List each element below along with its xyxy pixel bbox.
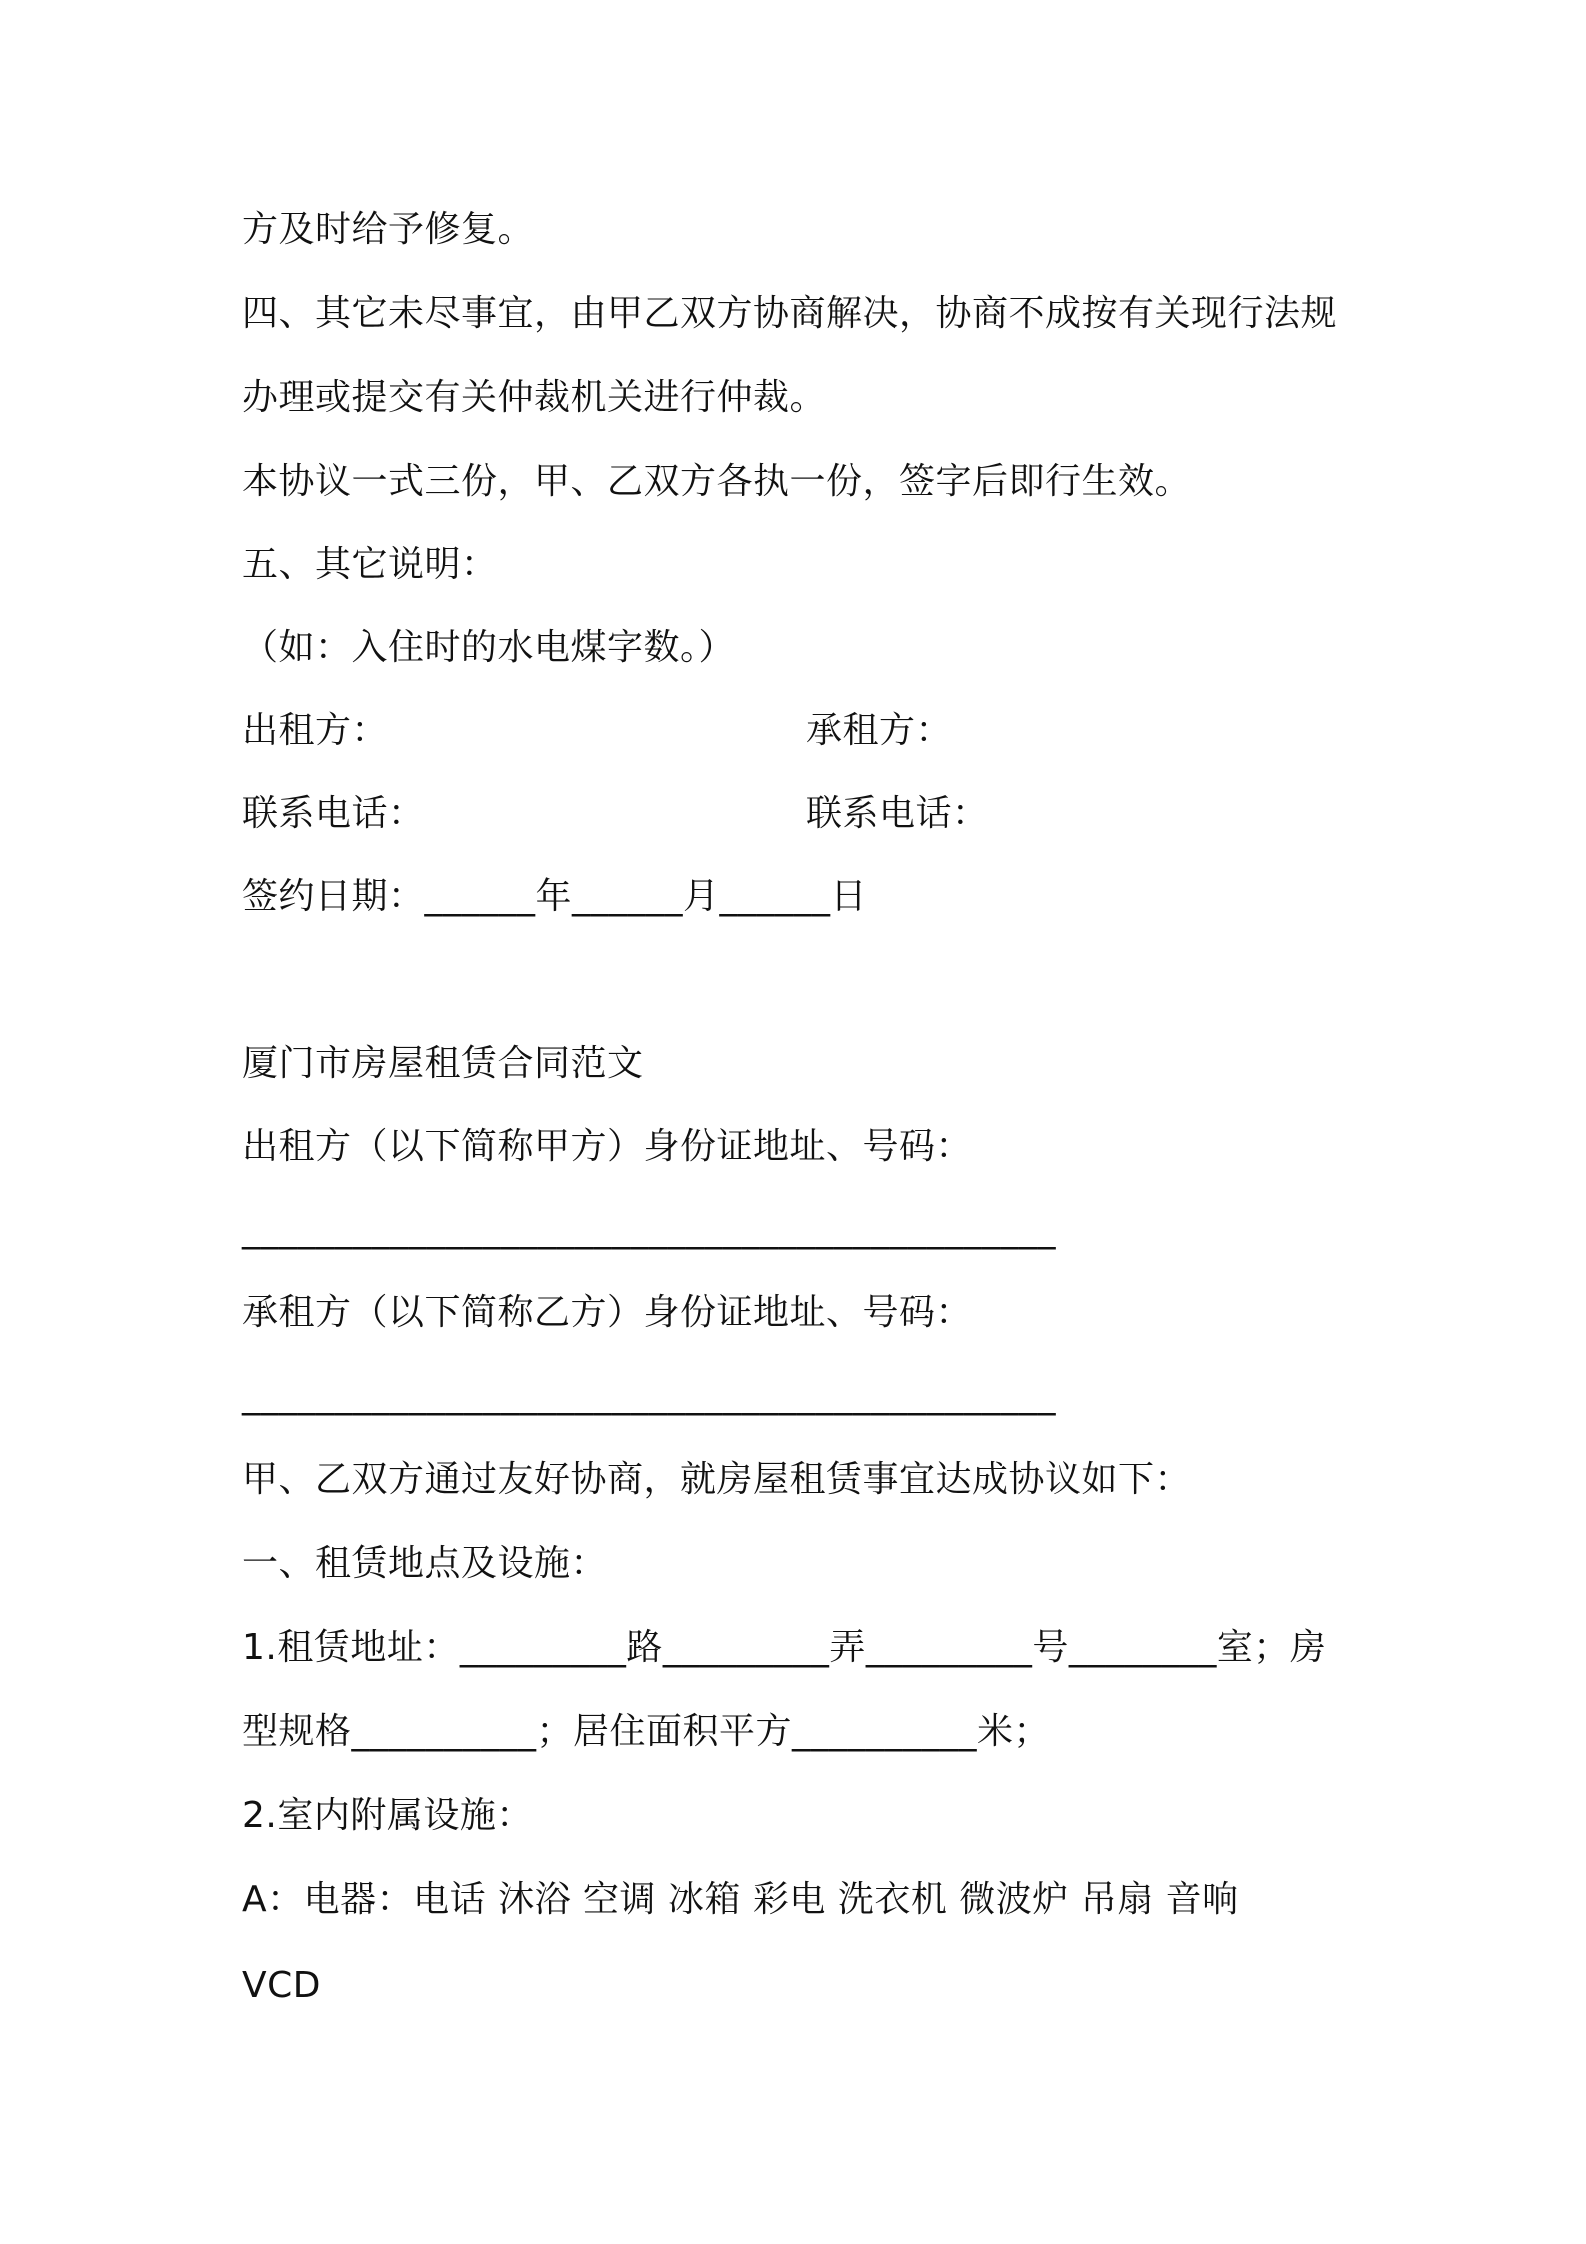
text-line: 本协议一式三份，甲、乙双方各执一份，签字后即行生效。 [242,461,1192,502]
address-line: 型规格__________；居住面积平方__________米； [242,1711,1051,1752]
lessor-id-label: 出租方（以下简称甲方）身份证地址、号码： [242,1126,973,1167]
text-line: （如：入住时的水电煤字数。） [242,627,736,668]
lessee-id-blank: ____________________________________________ [242,1375,1056,1416]
signing-date-line: 签约日期：______年______月______日 [242,876,868,917]
lessor-id-blank: ____________________________________________ [242,1209,1056,1250]
facilities-heading: 2.室内附属设施： [242,1795,533,1836]
lessee-phone-label: 联系电话： [806,793,989,834]
text-line: 方及时给予修复。 [242,209,535,250]
agreement-intro: 甲、乙双方通过友好协商，就房屋租赁事宜达成协议如下： [242,1459,1192,1500]
appliances-line: VCD [242,1965,321,2006]
section-heading: 一、租赁地点及设施： [242,1543,608,1584]
appliances-line: A：电器：电话 沐浴 空调 冰箱 彩电 洗衣机 微波炉 吊扇 音响 [242,1879,1239,1920]
lessee-label: 承租方： [806,710,953,751]
text-line: 办理或提交有关仲裁机关进行仲裁。 [242,377,827,418]
lessor-phone-label: 联系电话： [242,793,425,834]
lessee-id-label: 承租方（以下简称乙方）身份证地址、号码： [242,1292,973,1333]
contract-title: 厦门市房屋租赁合同范文 [242,1043,644,1084]
text-line: 四、其它未尽事宜，由甲乙双方协商解决，协商不成按有关现行法规 [242,293,1338,334]
address-line: 1.租赁地址：_________路_________弄_________号________室；房 [242,1627,1327,1668]
text-line: 五、其它说明： [242,544,498,585]
lessor-label: 出租方： [242,710,389,751]
